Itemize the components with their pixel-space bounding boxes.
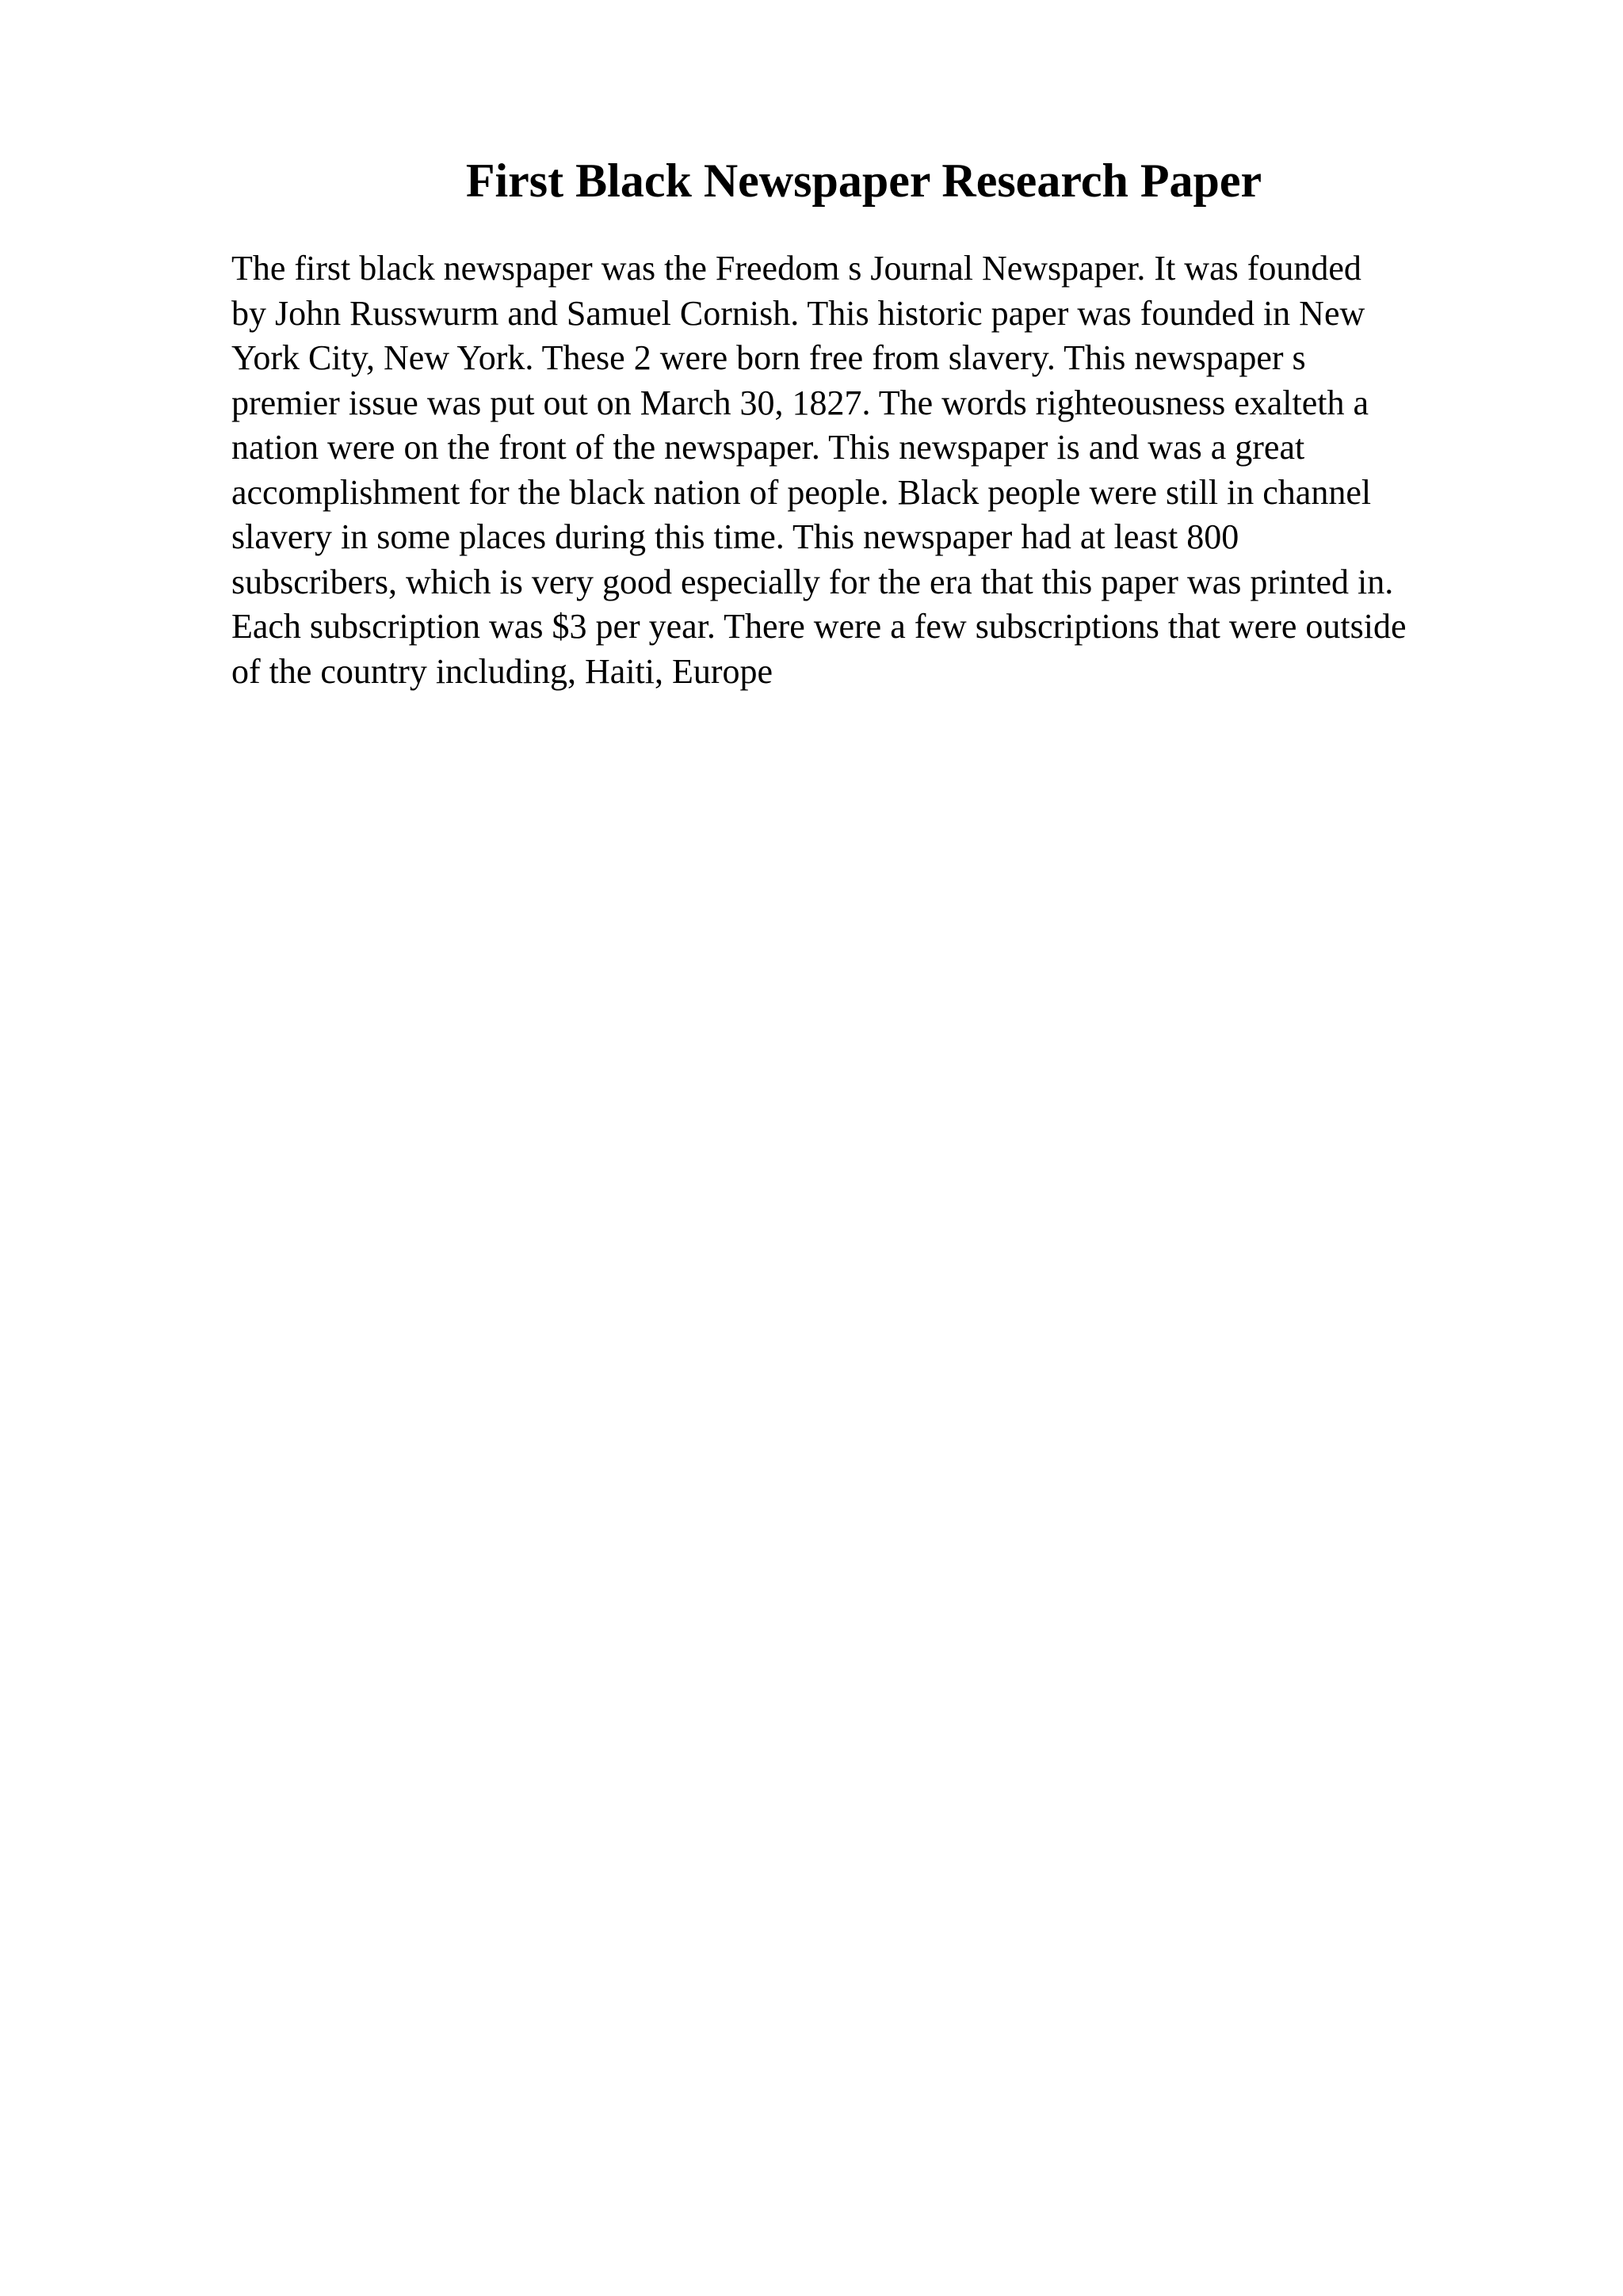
body-line: slavery in some places during this time. This newspaper had at least 800 [231,517,1239,556]
body-line: The first black newspaper was the Freedom s Journal Newspaper. It was founded [231,249,1361,288]
body-line: Each subscription was $3 per year. There were a few subscriptions that were outside [231,607,1407,646]
body-line: nation were on the front of the newspaper. This newspaper is and was a great [231,428,1305,467]
document-title: First Black Newspaper Research Paper [465,154,1262,207]
document-body [231,246,1499,694]
body-line: premier issue was put out on March 30, 1827. The words righteousness exalteth a [231,383,1369,422]
body-line: York City, New York. These 2 were born free from slavery. This newspaper s [231,338,1306,377]
body-line: subscribers, which is very good especially for the era that this paper was printed in. [231,562,1394,601]
body-line: accomplishment for the black nation of people. Black people were still in channel [231,472,1372,512]
body-line: of the country including, Haiti, Europe [231,651,773,691]
body-line: by John Russwurm and Samuel Cornish. This historic paper was founded in New [231,293,1365,333]
